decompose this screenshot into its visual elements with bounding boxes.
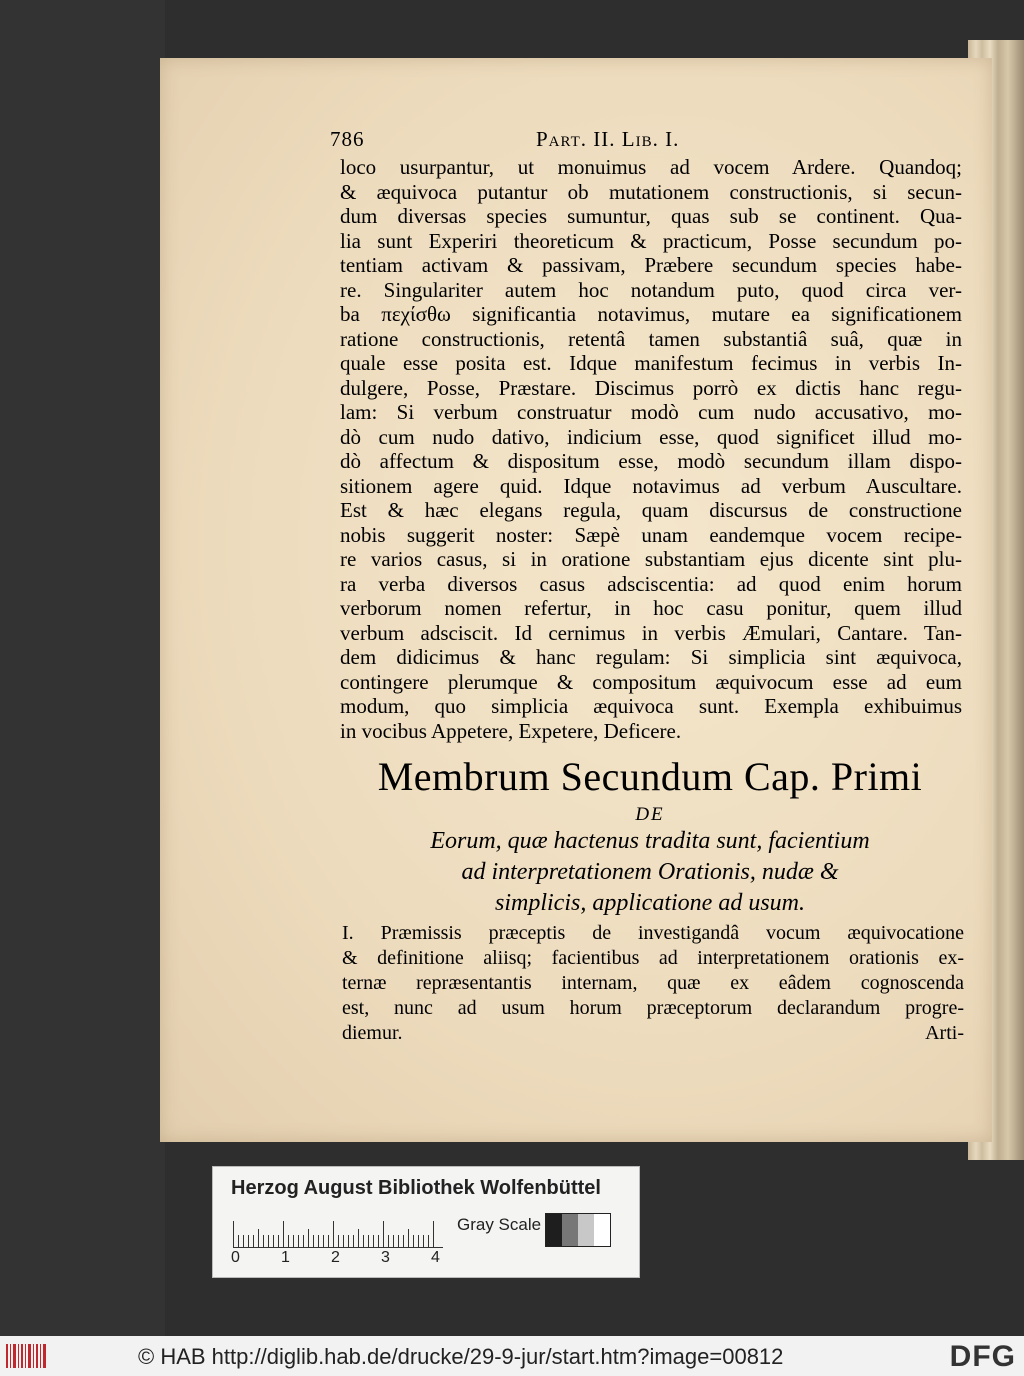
- paragraph-line: I. Præmissis præceptis de investigandâ vocum æquivocatione: [342, 922, 964, 944]
- ruler-tick: [328, 1235, 329, 1247]
- body-line: contingere plerumque & compositum æquivocum esse ad eum: [340, 669, 962, 694]
- body-line: & æquivoca putantur ob mutationem constructionis, si secun-: [340, 179, 962, 204]
- ruler-tick: [283, 1221, 284, 1247]
- scanner-background: [0, 0, 165, 1336]
- ruler-tick: [348, 1235, 349, 1247]
- body-line: ra verba diversos casus adsciscentia: ad quod enim horum: [340, 571, 962, 596]
- body-text: [340, 155, 962, 743]
- ruler-tick: [263, 1235, 264, 1247]
- ruler-tick: [278, 1235, 279, 1247]
- ruler-tick: [313, 1235, 314, 1247]
- body-line: re varios casus, si in oratione substantiam ejus dicente sint plu-: [340, 547, 962, 571]
- paragraph-last-line: [342, 1021, 964, 1046]
- ruler-tick: [378, 1235, 379, 1247]
- gray-swatch: [546, 1214, 562, 1246]
- body-line: lia sunt Experiri theoreticum & practicum, Posse secundum po-: [340, 228, 962, 253]
- ruler-tick: [273, 1235, 274, 1247]
- gray-swatch: [578, 1214, 594, 1246]
- footer-bar: [0, 1336, 1024, 1376]
- ruler-tick: [413, 1235, 414, 1247]
- body-line: nobis suggerit noster: Sæpè unam eandemque vocem recipe-: [340, 522, 962, 547]
- dfg-logo: DFG: [949, 1340, 1016, 1373]
- gray-scale-label: Gray Scale: [457, 1215, 542, 1234]
- catchword: Arti-: [925, 1022, 964, 1044]
- ruler-tick: [253, 1235, 254, 1247]
- ruler-tick: [423, 1235, 424, 1247]
- ruler-tick: [403, 1235, 404, 1247]
- ruler-tick: [238, 1235, 239, 1247]
- running-title: Part. II. Lib. I.: [536, 127, 680, 151]
- body-line: dulgere, Posse, Præstare. Discimus porrò ex dictis hanc regu-: [340, 375, 962, 400]
- ruler-tick: [248, 1235, 249, 1247]
- library-name: Herzog August Bibliothek Wolfenbüttel: [231, 1177, 601, 1199]
- ruler-number: 0: [231, 1249, 240, 1266]
- ruler-tick: [373, 1235, 374, 1247]
- ruler-tick: [363, 1235, 364, 1247]
- body-line: ratione constructionis, retentâ tamen substantiâ suâ, quæ in: [340, 326, 962, 351]
- gray-scale-swatches: [545, 1213, 611, 1247]
- body-line: modum, quo simplicia æquivoca sunt. Exempla exhibuimus: [340, 694, 962, 718]
- body-line: dò affectum & dispositum esse, modò secundum illam dispo-: [340, 449, 962, 473]
- ruler-tick: [288, 1235, 289, 1247]
- section-subtitle-line: ad interpretationem Orationis, nudæ &: [461, 859, 839, 885]
- paragraph-last-word: diemur.: [342, 1022, 403, 1044]
- gray-swatch: [594, 1214, 610, 1246]
- ruler-tick: [428, 1235, 429, 1247]
- ruler-tick: [303, 1235, 304, 1247]
- ruler-tick: [343, 1235, 344, 1247]
- body-line: verbum adsciscit. Id cernimus in verbis Æmulari, Cantare. Tan-: [340, 620, 962, 645]
- ruler-number: 4: [431, 1249, 440, 1266]
- paragraph-line: est, nunc ad usum horum præceptorum declarandum progre-: [342, 997, 964, 1019]
- section-title: Membrum Secundum Cap. Primi: [377, 754, 923, 799]
- page-header: [330, 127, 960, 155]
- ruler-tick: [433, 1221, 434, 1247]
- ruler-number: 2: [331, 1249, 340, 1266]
- ruler-tick: [353, 1235, 354, 1247]
- paragraph-line: & definitione aliisq; facientibus ad interpretationem orationis ex-: [342, 947, 964, 969]
- ruler-tick: [338, 1235, 339, 1247]
- ruler-tick: [293, 1235, 294, 1247]
- ruler-tick: [388, 1235, 389, 1247]
- ruler-tick: [393, 1235, 394, 1247]
- body-line: ba πεχίσθω significantia notavimus, mutare ea significationem: [340, 302, 962, 326]
- section-subtitle-line: Eorum, quæ hactenus tradita sunt, facientium: [430, 828, 870, 854]
- ruler-tick: [323, 1235, 324, 1247]
- section-subtitle-line: simplicis, applicatione ad usum.: [495, 890, 805, 916]
- body-line: verborum nomen refertur, in hoc casu ponitur, quem illud: [340, 596, 962, 620]
- ruler-tick: [418, 1235, 419, 1247]
- source-link[interactable]: © HAB http://diglib.hab.de/drucke/29-9-jur/start.htm?image=00812: [138, 1344, 784, 1369]
- ruler-tick: [298, 1235, 299, 1247]
- ruler-tick: [308, 1229, 309, 1247]
- body-line: tentiam activam & passivam, Præbere secundum species habe-: [340, 253, 962, 277]
- ruler-number: 3: [381, 1249, 390, 1266]
- section-de: DE: [635, 804, 665, 825]
- body-line: dum diversas species sumuntur, quas sub se continent. Qua-: [340, 204, 962, 228]
- page-number: 786: [330, 127, 365, 151]
- ruler-number: 1: [281, 1249, 290, 1266]
- paragraph: [342, 921, 964, 1046]
- body-line: re. Singulariter autem hoc notandum puto, quod circa ver-: [340, 277, 962, 302]
- ruler: [233, 1219, 443, 1248]
- ruler-tick: [368, 1235, 369, 1247]
- ruler-tick: [233, 1221, 234, 1247]
- body-line: lam: Si verbum construatur modò cum nudo accusativo, mo-: [340, 400, 962, 424]
- ruler-tick: [383, 1221, 384, 1247]
- body-line: dem didicimus & hanc regulam: Si simplicia sint æquivoca,: [340, 645, 962, 669]
- gray-swatch: [562, 1214, 578, 1246]
- ruler-tick: [268, 1235, 269, 1247]
- body-line: sitionem agere quid. Idque notavimus ad verbum Auscultare.: [340, 473, 962, 498]
- body-line: quale esse posita est. Idque manifestum fecimus in verbis In-: [340, 351, 962, 375]
- body-line: Est & hæc elegans regula, quam discursus de constructione: [340, 498, 962, 522]
- ruler-tick: [398, 1235, 399, 1247]
- ruler-tick: [243, 1235, 244, 1247]
- ruler-tick: [318, 1235, 319, 1247]
- ruler-tick: [358, 1229, 359, 1247]
- body-line: loco usurpantur, ut monuimus ad vocem Ardere. Quandoq;: [340, 155, 962, 179]
- ruler-tick: [258, 1229, 259, 1247]
- barcode-icon: [6, 1344, 48, 1368]
- color-scale-card: [212, 1166, 640, 1278]
- paragraph-line: ternæ repræsentantis internam, quæ ex eâdem cognoscenda: [342, 972, 964, 994]
- body-line: dò cum nudo dativo, indicium esse, quod significet illud mo-: [340, 424, 962, 449]
- body-line: in vocibus Appetere, Expetere, Deficere.: [340, 718, 682, 743]
- ruler-tick: [408, 1229, 409, 1247]
- ruler-tick: [333, 1221, 334, 1247]
